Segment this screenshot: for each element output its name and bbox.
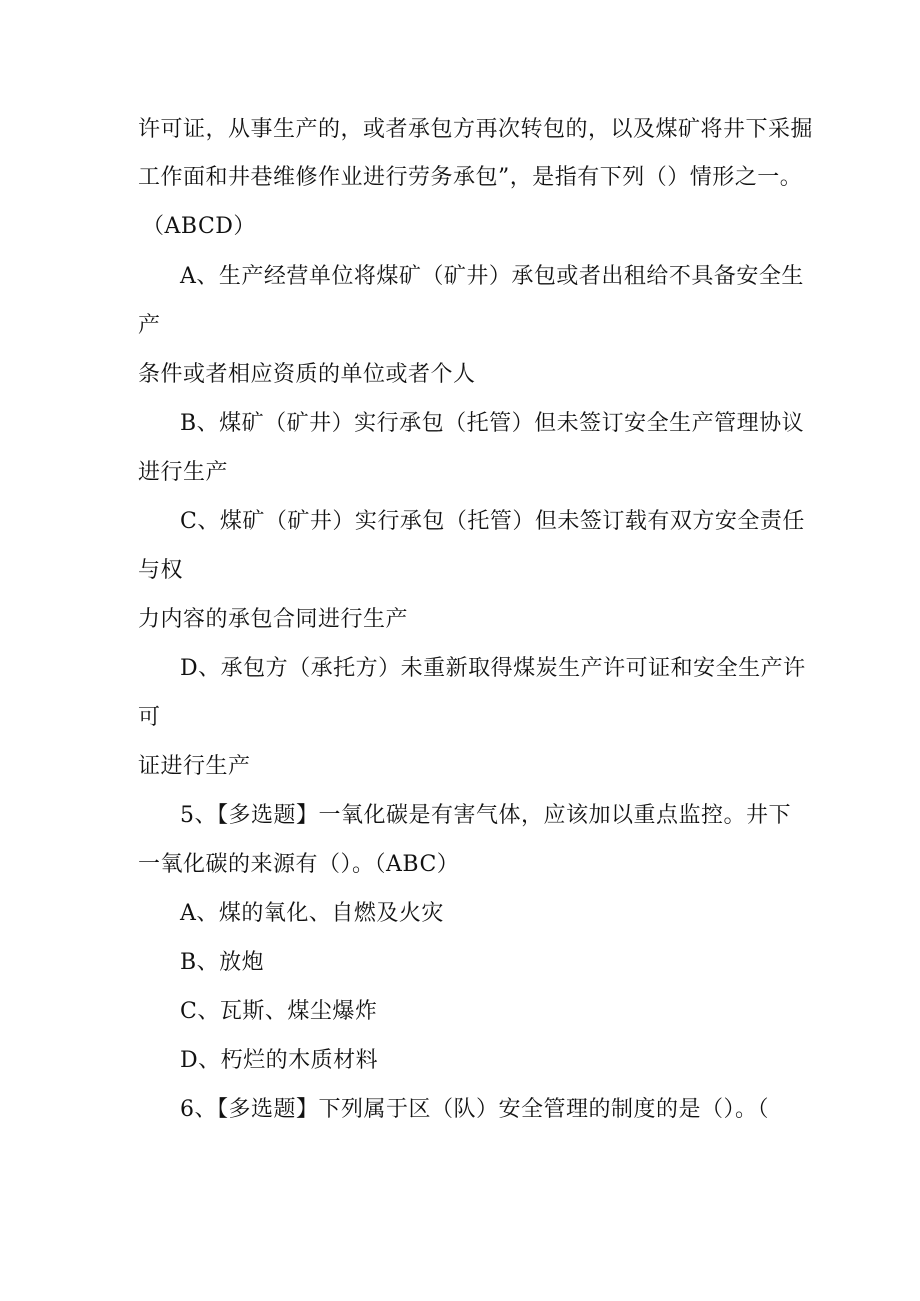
text-line: 许可证，从事生产的，或者承包方再次转包的，以及煤矿将井下采掘 — [138, 117, 814, 142]
option-a-line: A、生产经营单位将煤矿（矿井）承包或者出租给不具备安全生 — [180, 264, 804, 289]
option-d-line: D、承包方（承托方）未重新取得煤炭生产许可证和安全生产许 — [180, 656, 806, 681]
text-line: 一氧化碳的来源有（）。（ABC） — [138, 852, 460, 877]
question-6-line: 6、【多选题】下列属于区（队）安全管理的制度的是（）。（ — [180, 1097, 769, 1122]
question-5-line: 5、【多选题】一氧化碳是有害气体，应该加以重点监控。井下 — [180, 803, 791, 828]
text-line: 条件或者相应资质的单位或者个人 — [138, 362, 476, 387]
text-line: 力内容的承包合同进行生产 — [138, 607, 409, 632]
option-c-line: C、瓦斯、煤尘爆炸 — [180, 999, 378, 1024]
option-d-line: D、朽烂的木质材料 — [180, 1048, 379, 1073]
text-line: 工作面和井巷维修作业进行劳务承包”，是指有下列（）情形之一。 — [138, 165, 803, 190]
text-line: 可 — [138, 705, 161, 730]
text-line: （ABCD） — [142, 214, 256, 239]
text-line: 产 — [138, 313, 161, 338]
text-line: 与权 — [138, 558, 184, 583]
option-a-line: A、煤的氧化、自燃及火灾 — [180, 901, 444, 926]
text-line: 证进行生产 — [138, 754, 251, 779]
option-b-line: B、煤矿（矿井）实行承包（托管）但未签订安全生产管理协议 — [180, 411, 805, 436]
option-b-line: B、放炮 — [180, 950, 265, 975]
option-c-line: C、煤矿（矿井）实行承包（托管）但未签订载有双方安全责任 — [180, 509, 805, 534]
text-line: 进行生产 — [138, 460, 229, 485]
